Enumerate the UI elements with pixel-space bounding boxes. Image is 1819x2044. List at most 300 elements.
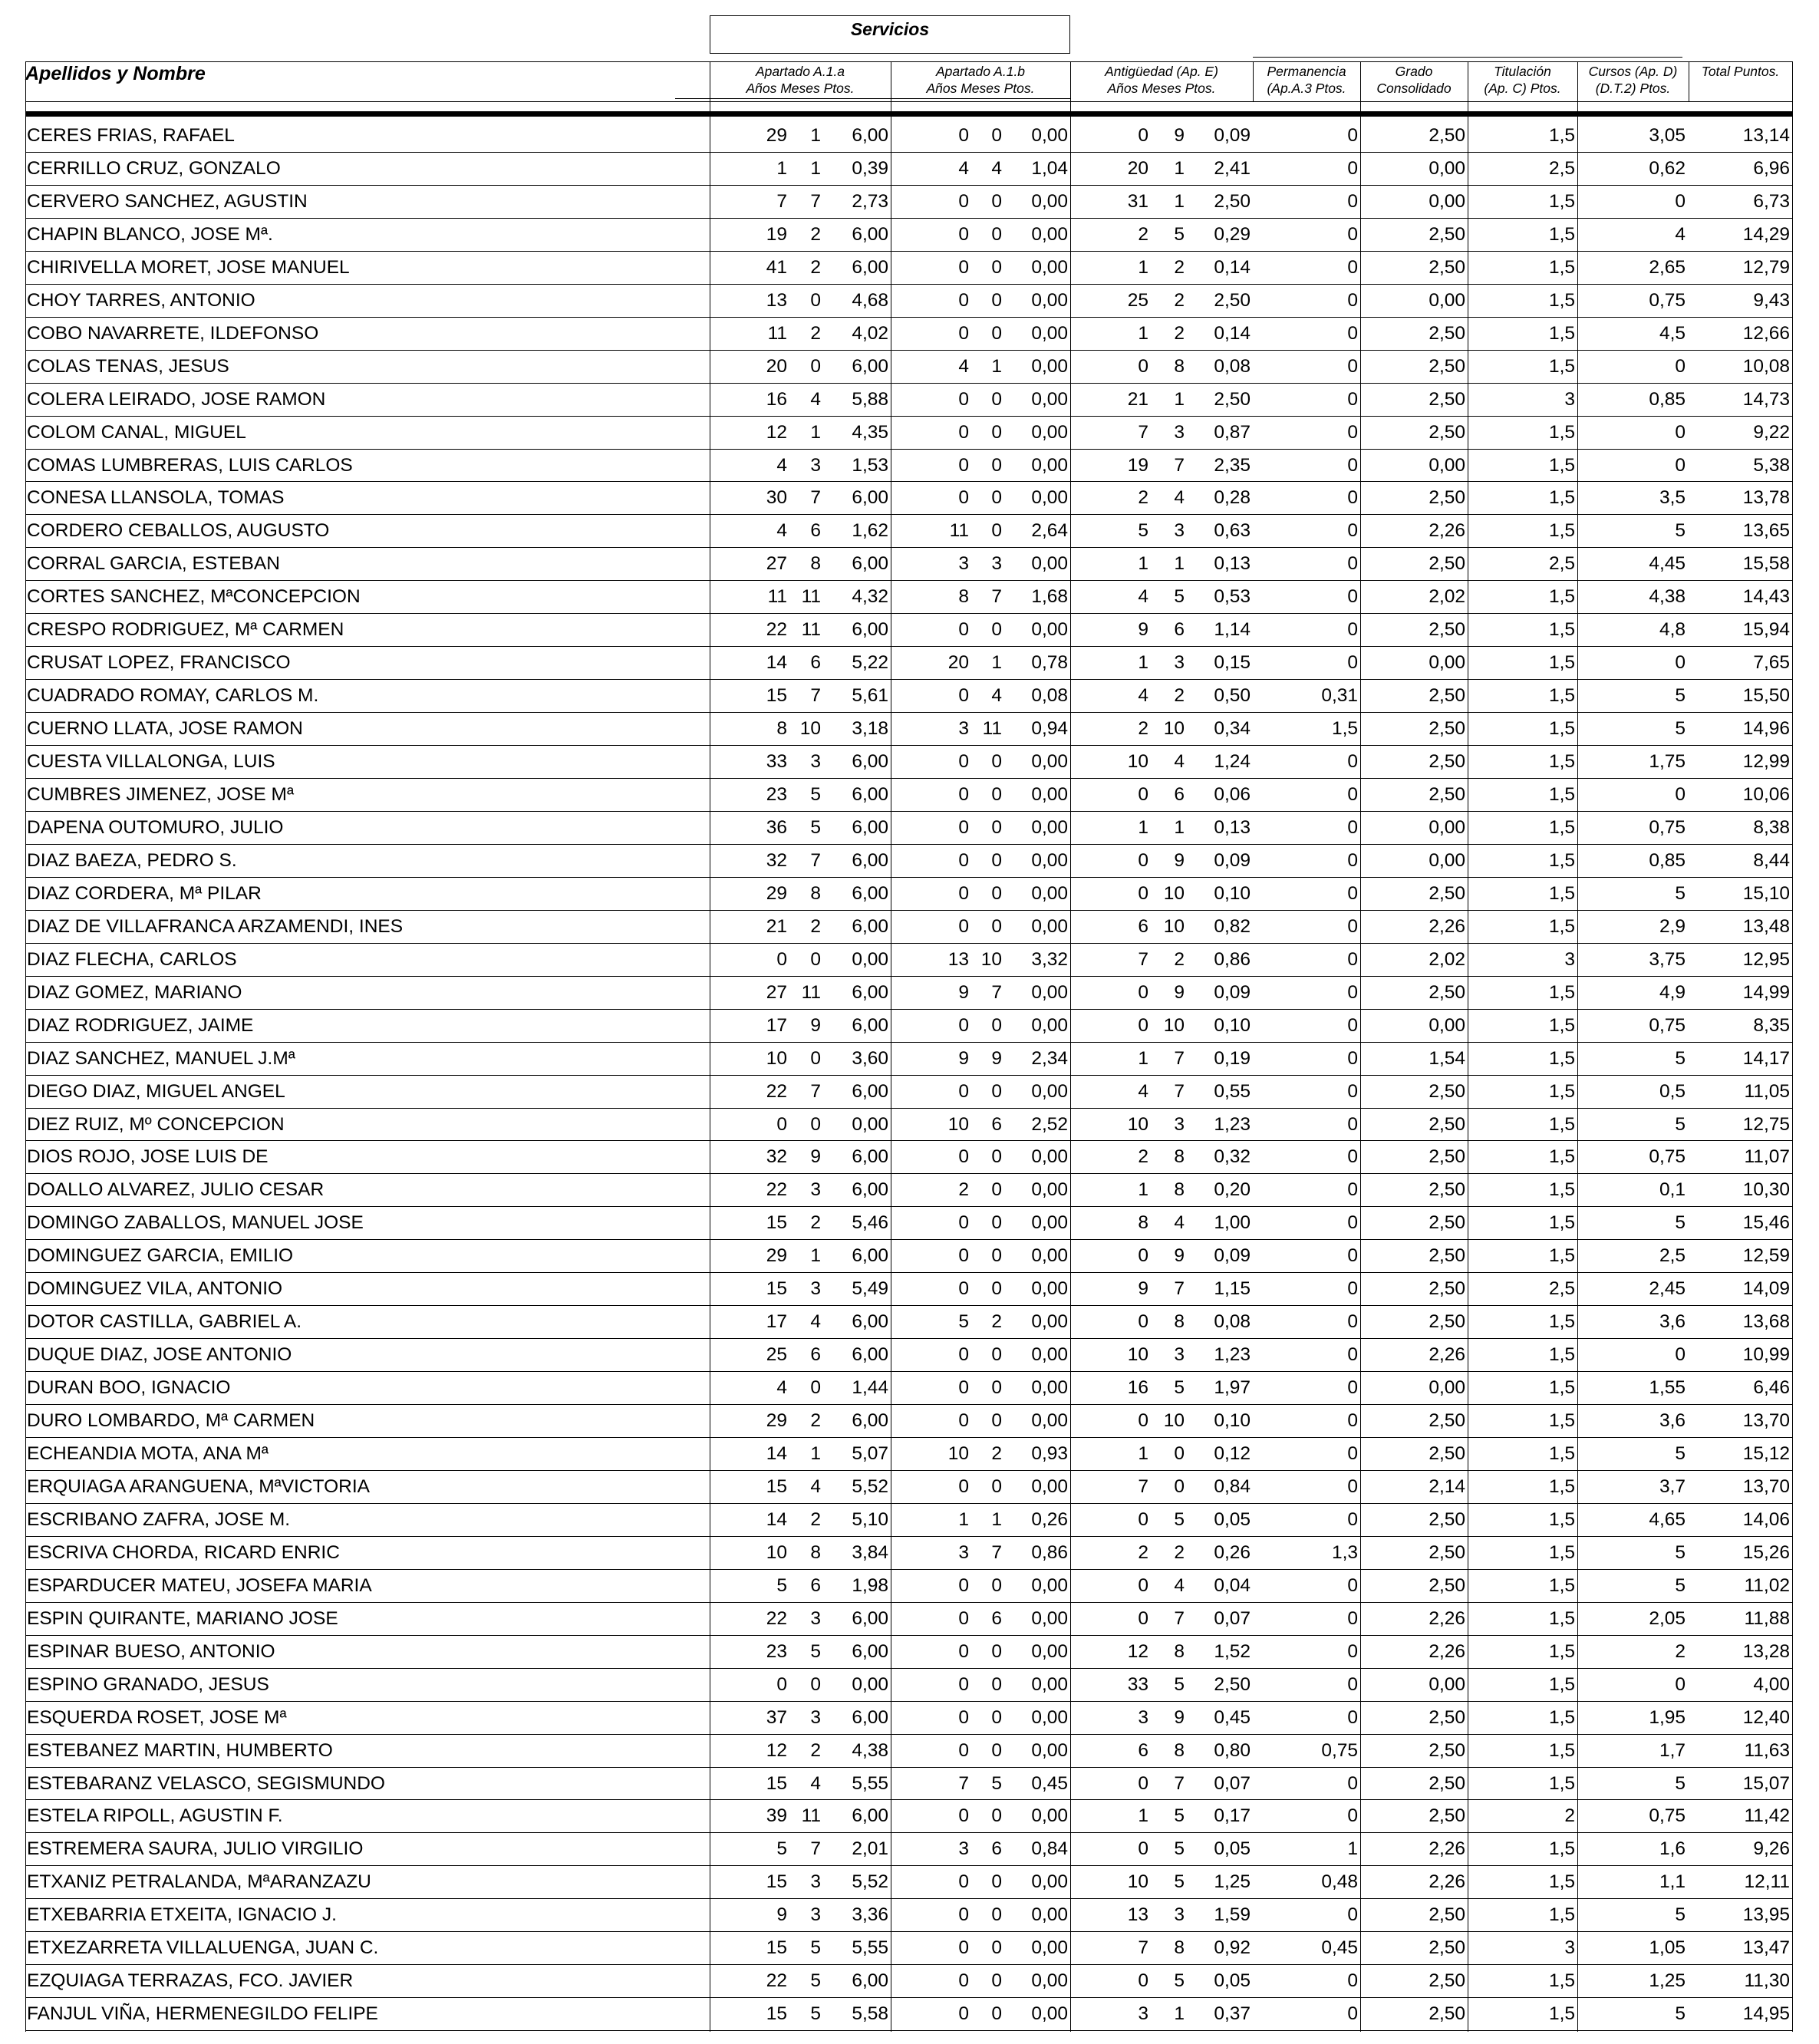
cell-a1a-meses: 11 xyxy=(801,586,821,608)
cell-total: 13,47 xyxy=(1742,1937,1790,1959)
cell-total: 12,75 xyxy=(1742,1113,1790,1135)
cell-a1a-ptos: 6,00 xyxy=(852,816,888,838)
col-header-antiguedad-line1: Antigüedad (Ap. E) xyxy=(1105,64,1218,79)
cell-a1b-ptos: 1,68 xyxy=(1031,586,1068,608)
cell-a1b-meses: 2 xyxy=(991,1443,1002,1464)
cell-a1b-ptos: 0,00 xyxy=(1031,256,1068,278)
cell-name: ESPINO GRANADO, JESUS xyxy=(27,1673,269,1695)
cell-a1b-meses: 0 xyxy=(991,454,1002,476)
cell-a1b-anos: 0 xyxy=(958,1344,969,1366)
cell-a1a-anos: 13 xyxy=(766,289,787,311)
table-row xyxy=(25,1635,1792,1668)
cell-antig-anos: 0 xyxy=(1138,1772,1148,1794)
cell-a1b-anos: 9 xyxy=(958,981,969,1003)
cell-a1b-meses: 0 xyxy=(991,882,1002,904)
cell-antig-ptos: 1,25 xyxy=(1214,1871,1251,1893)
cell-a1a-meses: 4 xyxy=(810,1475,821,1497)
cell-permanencia: 0,48 xyxy=(1321,1871,1358,1893)
cell-antig-anos: 10 xyxy=(1127,751,1148,773)
cell-permanencia: 0 xyxy=(1347,1410,1358,1432)
cell-grado: 0,00 xyxy=(1429,849,1465,871)
cell-antig-meses: 10 xyxy=(1163,882,1185,904)
cell-a1a-ptos: 6,00 xyxy=(852,487,888,509)
col-header-a1a-line2: Años Meses Ptos. xyxy=(746,81,855,96)
cell-a1b-ptos: 0,00 xyxy=(1031,1245,1068,1267)
cell-antig-ptos: 0,06 xyxy=(1214,784,1251,805)
cell-a1a-anos: 11 xyxy=(767,322,787,344)
cell-antig-anos: 2 xyxy=(1138,487,1148,509)
cell-a1a-anos: 21 xyxy=(766,915,787,937)
cell-grado: 2,50 xyxy=(1429,1904,1465,1926)
table-row xyxy=(25,1767,1792,1800)
cell-permanencia: 0 xyxy=(1347,1508,1358,1530)
cell-a1b-ptos: 0,00 xyxy=(1031,1640,1068,1662)
cell-total: 13,48 xyxy=(1742,915,1790,937)
cell-titulacion: 1,5 xyxy=(1548,1245,1575,1267)
cell-antig-anos: 1 xyxy=(1138,652,1148,674)
cell-a1a-ptos: 6,00 xyxy=(852,355,888,377)
cell-a1a-ptos: 6,00 xyxy=(852,751,888,773)
cell-total: 10,30 xyxy=(1742,1179,1790,1201)
cell-total: 12,40 xyxy=(1742,1706,1790,1728)
cell-cursos: 5 xyxy=(1675,1047,1686,1069)
cell-a1b-anos: 0 xyxy=(958,1607,969,1629)
cell-titulacion: 1,5 xyxy=(1548,816,1575,838)
cell-a1a-meses: 8 xyxy=(810,553,821,575)
cell-a1b-anos: 0 xyxy=(958,751,969,773)
cell-a1b-ptos: 0,00 xyxy=(1031,816,1068,838)
cell-antig-meses: 5 xyxy=(1174,1508,1185,1530)
table-row xyxy=(25,416,1792,449)
cell-a1b-meses: 0 xyxy=(991,1377,1002,1399)
cell-a1b-ptos: 1,04 xyxy=(1031,157,1068,179)
cell-antig-ptos: 0,55 xyxy=(1214,1080,1251,1102)
cell-total: 13,78 xyxy=(1742,487,1790,509)
cell-permanencia: 0 xyxy=(1347,1179,1358,1201)
cell-permanencia: 0 xyxy=(1347,454,1358,476)
cell-cursos: 0,75 xyxy=(1649,816,1686,838)
cell-titulacion: 1,5 xyxy=(1548,1871,1575,1893)
cell-a1b-ptos: 0,00 xyxy=(1031,1475,1068,1497)
cell-a1a-meses: 1 xyxy=(810,1245,821,1267)
cell-a1a-anos: 32 xyxy=(766,849,787,871)
cell-antig-anos: 1 xyxy=(1138,1805,1148,1827)
cell-titulacion: 1,5 xyxy=(1548,1970,1575,1992)
cell-name: CORRAL GARCIA, ESTEBAN xyxy=(27,553,280,575)
cell-permanencia: 0,31 xyxy=(1321,685,1358,707)
cell-a1a-ptos: 4,32 xyxy=(852,586,888,608)
cell-antig-ptos: 0,28 xyxy=(1214,487,1251,509)
cell-a1b-ptos: 0,00 xyxy=(1031,1146,1068,1168)
table-row xyxy=(25,1569,1792,1602)
cell-a1a-meses: 0 xyxy=(810,948,821,970)
cell-titulacion: 1,5 xyxy=(1548,1113,1575,1135)
cell-grado: 2,50 xyxy=(1429,487,1465,509)
cell-total: 15,07 xyxy=(1742,1772,1790,1794)
cell-antig-ptos: 0,14 xyxy=(1214,256,1251,278)
cell-grado: 0,00 xyxy=(1429,190,1465,212)
cell-a1b-anos: 0 xyxy=(958,1377,969,1399)
cell-antig-meses: 7 xyxy=(1174,1080,1185,1102)
cell-a1a-ptos: 6,00 xyxy=(852,619,888,641)
cell-cursos: 1,6 xyxy=(1659,1838,1686,1860)
cell-a1b-meses: 3 xyxy=(991,553,1002,575)
cell-total: 13,70 xyxy=(1742,1475,1790,1497)
cell-total: 6,73 xyxy=(1753,190,1790,212)
name-column-header: Apellidos y Nombre xyxy=(25,63,206,84)
cell-antig-anos: 33 xyxy=(1127,1673,1148,1695)
cell-antig-ptos: 1,14 xyxy=(1214,619,1251,641)
cell-a1a-meses: 2 xyxy=(810,1739,821,1761)
cell-name: DIAZ BAEZA, PEDRO S. xyxy=(27,849,237,871)
cell-cursos: 0,62 xyxy=(1649,157,1686,179)
cell-a1a-meses: 1 xyxy=(810,1443,821,1464)
cell-permanencia: 0 xyxy=(1347,1377,1358,1399)
cell-grado: 0,00 xyxy=(1429,1377,1465,1399)
cell-grado: 2,26 xyxy=(1429,1838,1465,1860)
cell-name: ESTEBANEZ MARTIN, HUMBERTO xyxy=(27,1739,333,1761)
cell-name: DIAZ SANCHEZ, MANUEL J.Mª xyxy=(27,1047,295,1069)
cell-antig-meses: 4 xyxy=(1174,751,1185,773)
cell-cursos: 3,05 xyxy=(1649,125,1686,146)
table-row xyxy=(25,712,1792,745)
cell-a1a-ptos: 5,88 xyxy=(852,388,888,410)
cell-grado: 2,50 xyxy=(1429,751,1465,773)
cell-cursos: 1,95 xyxy=(1649,1706,1686,1728)
cell-titulacion: 1,5 xyxy=(1548,784,1575,805)
cell-total: 15,46 xyxy=(1742,1212,1790,1234)
cell-cursos: 1,25 xyxy=(1649,1970,1686,1992)
cell-a1b-ptos: 0,00 xyxy=(1031,1410,1068,1432)
cell-titulacion: 1,5 xyxy=(1548,1443,1575,1464)
cell-grado: 2,50 xyxy=(1429,685,1465,707)
cell-titulacion: 1,5 xyxy=(1548,1014,1575,1036)
cell-a1b-anos: 4 xyxy=(958,355,969,377)
cell-cursos: 0 xyxy=(1675,454,1686,476)
cell-antig-meses: 5 xyxy=(1174,1838,1185,1860)
cell-antig-ptos: 2,50 xyxy=(1214,190,1251,212)
cell-antig-anos: 20 xyxy=(1127,157,1148,179)
cell-a1b-ptos: 0,00 xyxy=(1031,1278,1068,1300)
table-row xyxy=(25,1272,1792,1305)
cell-a1b-meses: 4 xyxy=(991,685,1002,707)
cell-a1a-anos: 32 xyxy=(766,1146,787,1168)
cell-grado: 2,50 xyxy=(1429,1278,1465,1300)
cell-a1b-meses: 0 xyxy=(991,1739,1002,1761)
cell-antig-anos: 6 xyxy=(1138,1739,1148,1761)
cell-total: 9,22 xyxy=(1753,421,1790,443)
table-row xyxy=(25,1404,1792,1437)
cell-antig-meses: 10 xyxy=(1163,915,1185,937)
cell-antig-meses: 4 xyxy=(1174,487,1185,509)
cell-a1a-meses: 1 xyxy=(810,157,821,179)
cell-a1b-anos: 0 xyxy=(958,1673,969,1695)
cell-a1b-ptos: 0,00 xyxy=(1031,1212,1068,1234)
cell-a1a-anos: 16 xyxy=(766,388,787,410)
cell-a1a-ptos: 6,00 xyxy=(852,1607,888,1629)
cell-a1b-ptos: 0,00 xyxy=(1031,1871,1068,1893)
cell-a1b-ptos: 0,00 xyxy=(1031,1179,1068,1201)
cell-a1b-ptos: 0,86 xyxy=(1031,1541,1068,1563)
table-row xyxy=(25,1009,1792,1042)
cell-total: 12,11 xyxy=(1744,1871,1790,1893)
cell-a1a-ptos: 3,36 xyxy=(852,1904,888,1926)
cell-total: 5,38 xyxy=(1753,454,1790,476)
cell-permanencia: 0 xyxy=(1347,1673,1358,1695)
cell-titulacion: 1,5 xyxy=(1548,1706,1575,1728)
cell-permanencia: 0 xyxy=(1347,1772,1358,1794)
cell-a1b-anos: 0 xyxy=(958,1871,969,1893)
cell-a1b-ptos: 0,26 xyxy=(1031,1508,1068,1530)
cell-a1a-anos: 22 xyxy=(766,1607,787,1629)
cell-permanencia: 0 xyxy=(1347,1278,1358,1300)
cell-name: CUESTA VILLALONGA, LUIS xyxy=(27,751,275,773)
cell-titulacion: 1,5 xyxy=(1548,1377,1575,1399)
cell-titulacion: 1,5 xyxy=(1548,454,1575,476)
cell-antig-meses: 2 xyxy=(1174,322,1185,344)
cell-total: 15,10 xyxy=(1742,882,1790,904)
cell-a1b-meses: 0 xyxy=(991,487,1002,509)
table-row xyxy=(25,1206,1792,1239)
cell-grado: 2,50 xyxy=(1429,1739,1465,1761)
cell-total: 14,96 xyxy=(1742,718,1790,740)
cell-a1a-meses: 11 xyxy=(801,1805,821,1827)
cell-total: 6,96 xyxy=(1753,157,1790,179)
col-header-total-line1: Total Puntos. xyxy=(1701,64,1780,79)
cell-a1b-ptos: 0,00 xyxy=(1031,1673,1068,1695)
cell-cursos: 0,75 xyxy=(1649,1146,1686,1168)
cell-antig-ptos: 0,32 xyxy=(1214,1146,1251,1168)
cell-name: CUMBRES JIMENEZ, JOSE Mª xyxy=(27,784,295,805)
cell-a1b-anos: 13 xyxy=(947,948,969,970)
col-header-cursos-line2: (D.T.2) Ptos. xyxy=(1595,81,1671,96)
cell-a1a-anos: 14 xyxy=(766,1508,787,1530)
cell-a1a-meses: 6 xyxy=(810,652,821,674)
cell-cursos: 1,05 xyxy=(1649,1937,1686,1959)
cell-total: 14,95 xyxy=(1742,2003,1790,2025)
cell-antig-ptos: 0,10 xyxy=(1214,1410,1251,1432)
cell-total: 8,35 xyxy=(1753,1014,1790,1036)
cell-titulacion: 1,5 xyxy=(1548,751,1575,773)
cell-a1b-anos: 0 xyxy=(958,256,969,278)
cell-grado: 2,50 xyxy=(1429,1146,1465,1168)
cell-titulacion: 1,5 xyxy=(1548,685,1575,707)
cell-a1b-meses: 6 xyxy=(991,1838,1002,1860)
cell-permanencia: 0 xyxy=(1347,751,1358,773)
cell-antig-meses: 1 xyxy=(1174,388,1185,410)
cell-a1b-meses: 0 xyxy=(991,2003,1002,2025)
cell-a1a-anos: 15 xyxy=(766,1278,787,1300)
cell-a1a-anos: 22 xyxy=(766,1080,787,1102)
cell-a1a-anos: 0 xyxy=(776,1113,787,1135)
cell-antig-anos: 1 xyxy=(1138,1443,1148,1464)
cell-name: DAPENA OUTOMURO, JULIO xyxy=(27,816,284,838)
cell-a1a-ptos: 5,22 xyxy=(852,652,888,674)
cell-total: 4,00 xyxy=(1753,1673,1790,1695)
cell-cursos: 0,75 xyxy=(1649,1805,1686,1827)
cell-antig-anos: 0 xyxy=(1138,1410,1148,1432)
cell-antig-ptos: 0,09 xyxy=(1214,981,1251,1003)
cell-antig-ptos: 0,92 xyxy=(1214,1937,1251,1959)
cell-name: ESCRIVA CHORDA, RICARD ENRIC xyxy=(27,1541,340,1563)
cell-a1a-anos: 29 xyxy=(766,1245,787,1267)
cell-a1a-anos: 27 xyxy=(766,553,787,575)
cell-name: ETXEBARRIA ETXEITA, IGNACIO J. xyxy=(27,1904,337,1926)
cell-permanencia: 0 xyxy=(1347,1607,1358,1629)
cell-antig-ptos: 1,24 xyxy=(1214,751,1251,773)
cell-a1a-ptos: 2,01 xyxy=(852,1838,888,1860)
table-row xyxy=(25,811,1792,844)
cell-grado: 2,50 xyxy=(1429,2003,1465,2025)
cell-a1a-ptos: 6,00 xyxy=(852,223,888,245)
cell-a1b-meses: 0 xyxy=(991,1212,1002,1234)
cell-a1a-ptos: 5,07 xyxy=(852,1443,888,1464)
cell-grado: 2,26 xyxy=(1429,1871,1465,1893)
cell-a1b-anos: 0 xyxy=(958,454,969,476)
cell-a1a-ptos: 4,35 xyxy=(852,421,888,443)
cell-a1b-anos: 0 xyxy=(958,1146,969,1168)
cell-a1b-anos: 0 xyxy=(958,421,969,443)
cell-a1a-meses: 5 xyxy=(810,1640,821,1662)
cell-antig-anos: 1 xyxy=(1138,1179,1148,1201)
cell-antig-anos: 21 xyxy=(1127,388,1148,410)
cell-a1b-ptos: 0,00 xyxy=(1031,1805,1068,1827)
cell-a1b-anos: 0 xyxy=(958,1805,969,1827)
cell-grado: 2,26 xyxy=(1429,1640,1465,1662)
cell-a1a-anos: 30 xyxy=(766,487,787,509)
cell-permanencia: 0 xyxy=(1347,421,1358,443)
cell-a1b-meses: 6 xyxy=(991,1607,1002,1629)
cell-cursos: 5 xyxy=(1675,1113,1686,1135)
cell-antig-meses: 8 xyxy=(1174,1640,1185,1662)
cell-antig-ptos: 0,17 xyxy=(1214,1805,1251,1827)
cell-a1b-anos: 1 xyxy=(958,1508,969,1530)
cell-a1b-anos: 0 xyxy=(958,1278,969,1300)
cell-a1a-anos: 1 xyxy=(776,157,787,179)
cell-a1b-ptos: 0,84 xyxy=(1031,1838,1068,1860)
table-row xyxy=(25,317,1792,350)
cell-permanencia: 0 xyxy=(1347,981,1358,1003)
cell-a1b-meses: 9 xyxy=(991,1047,1002,1069)
cell-titulacion: 1,5 xyxy=(1548,1508,1575,1530)
cell-a1b-anos: 10 xyxy=(947,1113,969,1135)
cell-name: CUERNO LLATA, JOSE RAMON xyxy=(27,718,303,740)
cell-antig-meses: 9 xyxy=(1174,1706,1185,1728)
cell-cursos: 3,75 xyxy=(1649,948,1686,970)
cell-antig-ptos: 0,26 xyxy=(1214,1541,1251,1563)
cell-a1a-anos: 15 xyxy=(766,1937,787,1959)
table-row xyxy=(25,1536,1792,1569)
cell-antig-meses: 1 xyxy=(1174,816,1185,838)
cell-total: 9,43 xyxy=(1753,289,1790,311)
table-row xyxy=(25,1042,1792,1075)
cell-a1a-meses: 9 xyxy=(810,1014,821,1036)
table-row xyxy=(25,1239,1792,1272)
cell-cursos: 3,6 xyxy=(1659,1311,1686,1333)
cell-antig-anos: 9 xyxy=(1138,619,1148,641)
table-row xyxy=(25,646,1792,679)
cell-a1a-ptos: 6,00 xyxy=(852,1805,888,1827)
cell-titulacion: 1,5 xyxy=(1548,1212,1575,1234)
cell-a1a-anos: 12 xyxy=(766,1739,787,1761)
cell-a1b-meses: 1 xyxy=(991,652,1002,674)
cell-name: ESQUERDA ROSET, JOSE Mª xyxy=(27,1706,287,1728)
cell-name: CRESPO RODRIGUEZ, Mª CARMEN xyxy=(27,619,344,641)
cell-a1a-ptos: 6,00 xyxy=(852,1311,888,1333)
cell-name: ESPARDUCER MATEU, JOSEFA MARIA xyxy=(27,1574,372,1596)
cell-antig-meses: 3 xyxy=(1174,652,1185,674)
cell-permanencia: 0 xyxy=(1347,2003,1358,2025)
table-row xyxy=(25,152,1792,185)
cell-name: CERVERO SANCHEZ, AGUSTIN xyxy=(27,190,308,212)
cell-permanencia: 0 xyxy=(1347,882,1358,904)
cell-a1b-anos: 9 xyxy=(958,1047,969,1069)
cell-antig-meses: 8 xyxy=(1174,1146,1185,1168)
cell-titulacion: 1,5 xyxy=(1548,1607,1575,1629)
cell-total: 12,66 xyxy=(1742,322,1790,344)
cell-a1b-anos: 20 xyxy=(947,652,969,674)
cell-a1b-ptos: 0,00 xyxy=(1031,223,1068,245)
cell-antig-anos: 0 xyxy=(1138,981,1148,1003)
col-header-a1a-line1: Apartado A.1.a xyxy=(755,64,845,79)
cell-a1b-anos: 0 xyxy=(958,190,969,212)
cell-name: DOMINGUEZ VILA, ANTONIO xyxy=(27,1278,283,1300)
cell-name: CHOY TARRES, ANTONIO xyxy=(27,289,255,311)
cell-a1a-meses: 2 xyxy=(810,223,821,245)
cell-antig-anos: 2 xyxy=(1138,718,1148,740)
cell-antig-ptos: 0,05 xyxy=(1214,1838,1251,1860)
cell-grado: 0,00 xyxy=(1429,1673,1465,1695)
cell-total: 11,42 xyxy=(1744,1805,1790,1827)
cell-antig-ptos: 2,41 xyxy=(1214,157,1251,179)
table-row xyxy=(25,1832,1792,1865)
cell-antig-ptos: 1,23 xyxy=(1214,1113,1251,1135)
cell-a1b-meses: 0 xyxy=(991,1080,1002,1102)
cell-a1a-ptos: 6,00 xyxy=(852,882,888,904)
cell-antig-ptos: 0,10 xyxy=(1214,882,1251,904)
cell-antig-anos: 8 xyxy=(1138,1212,1148,1234)
cell-grado: 2,02 xyxy=(1429,586,1465,608)
cell-titulacion: 1,5 xyxy=(1548,1311,1575,1333)
cell-total: 11,05 xyxy=(1744,1080,1790,1102)
cell-name: ESCRIBANO ZAFRA, JOSE M. xyxy=(27,1508,291,1530)
cell-antig-anos: 16 xyxy=(1127,1377,1148,1399)
cell-a1a-anos: 10 xyxy=(766,1541,787,1563)
cell-a1a-meses: 4 xyxy=(810,388,821,410)
cell-grado: 2,50 xyxy=(1429,882,1465,904)
cell-a1a-ptos: 1,98 xyxy=(852,1574,888,1596)
cell-a1b-anos: 0 xyxy=(958,2003,969,2025)
cell-a1b-meses: 0 xyxy=(991,1475,1002,1497)
cell-a1a-meses: 7 xyxy=(810,190,821,212)
cell-a1a-anos: 29 xyxy=(766,1410,787,1432)
cell-name: EZQUIAGA TERRAZAS, FCO. JAVIER xyxy=(27,1970,354,1992)
cell-permanencia: 0,45 xyxy=(1321,1937,1358,1959)
cell-grado: 2,50 xyxy=(1429,1508,1465,1530)
cell-a1a-meses: 11 xyxy=(801,619,821,641)
cell-antig-ptos: 0,05 xyxy=(1214,1970,1251,1992)
cell-a1a-ptos: 5,55 xyxy=(852,1937,888,1959)
cell-antig-anos: 0 xyxy=(1138,1014,1148,1036)
cell-antig-ptos: 0,87 xyxy=(1214,421,1251,443)
table-row xyxy=(25,877,1792,910)
cell-name: CERRILLO CRUZ, GONZALO xyxy=(27,157,281,179)
cell-antig-ptos: 0,86 xyxy=(1214,948,1251,970)
cell-name: ECHEANDIA MOTA, ANA Mª xyxy=(27,1443,269,1464)
cell-total: 11,63 xyxy=(1744,1739,1790,1761)
cell-permanencia: 0 xyxy=(1347,322,1358,344)
cell-a1b-anos: 0 xyxy=(958,223,969,245)
